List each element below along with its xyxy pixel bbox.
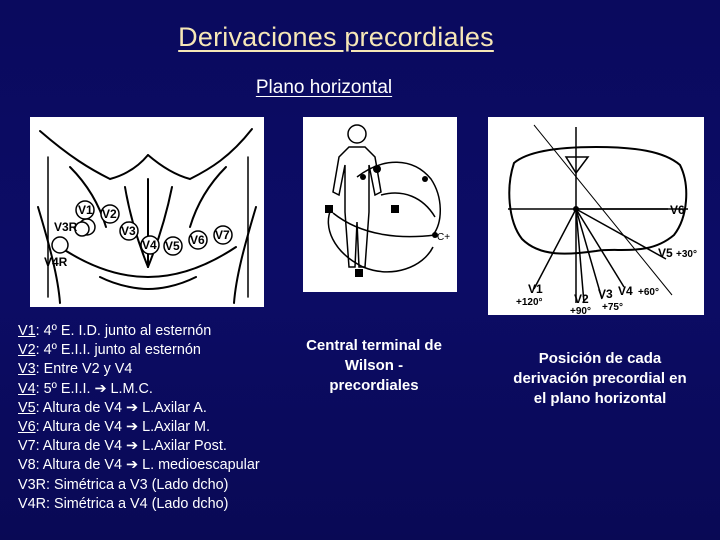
plane-label-v1: V1 bbox=[528, 282, 543, 296]
chest-label-v1: V1 bbox=[78, 203, 93, 217]
lead-row bbox=[18, 360, 260, 379]
chest-label-v4r: V4R bbox=[44, 255, 68, 269]
lead-name: V6 bbox=[18, 419, 36, 436]
lead-description: : Simétrica a V4 (Lado dcho) bbox=[46, 495, 229, 512]
plane-caption: Posición de cada derivación precordial en el plano horizontal bbox=[513, 350, 687, 407]
chest-label-v4: V4 bbox=[142, 238, 157, 252]
lead-description: : Altura de V4 ➔ L.Axilar M. bbox=[35, 419, 211, 436]
plane-label-v6: V6 bbox=[670, 203, 685, 217]
plane-label-v3: V3 bbox=[598, 287, 613, 301]
lead-name: V8 bbox=[18, 457, 36, 474]
slide-subtitle: Plano horizontal bbox=[255, 77, 393, 98]
lead-description: : 4º E.I.I. junto al esternón bbox=[35, 342, 201, 359]
chest-label-v6: V6 bbox=[190, 233, 205, 247]
chest-label-v3: V3 bbox=[121, 224, 136, 238]
lead-name: V5 bbox=[18, 399, 36, 416]
lead-description-list bbox=[18, 322, 260, 514]
lead-row bbox=[18, 341, 260, 360]
lead-name: V3R bbox=[18, 476, 46, 493]
lead-description: : 5º E.I.I. ➔ L.M.C. bbox=[35, 380, 153, 397]
lead-description: : Altura de V4 ➔ L. medioescapular bbox=[35, 457, 260, 474]
lead-row bbox=[18, 380, 260, 399]
wilson-terminal-figure bbox=[303, 117, 457, 292]
lead-row bbox=[18, 322, 260, 341]
lead-description: : Altura de V4 ➔ L.Axilar Post. bbox=[35, 438, 227, 455]
chest-label-v2: V2 bbox=[102, 207, 117, 221]
lead-row bbox=[18, 456, 260, 475]
wilson-terminal-label: C+ bbox=[437, 232, 451, 243]
lead-name: V3 bbox=[18, 361, 36, 378]
chest-label-v7: V7 bbox=[215, 228, 230, 242]
chest-electrode-figure bbox=[30, 117, 264, 307]
lead-name: V4R bbox=[18, 495, 46, 512]
lead-row bbox=[18, 399, 260, 418]
plane-label-v4: V4 bbox=[618, 284, 633, 298]
lead-name: V7 bbox=[18, 438, 36, 455]
lead-name: V2 bbox=[18, 342, 36, 359]
wilson-caption: Central terminal de Wilson - precordiales bbox=[306, 337, 442, 394]
plane-angle-30: +30° bbox=[676, 249, 697, 260]
lead-row bbox=[18, 437, 260, 456]
lead-description: : Entre V2 y V4 bbox=[35, 361, 133, 378]
lead-name: V1 bbox=[18, 323, 36, 339]
chest-label-v3r: V3R bbox=[54, 220, 78, 234]
lead-row bbox=[18, 418, 260, 437]
plane-angle-60: +60° bbox=[638, 287, 659, 298]
lead-description: : Simétrica a V3 (Lado dcho) bbox=[46, 476, 229, 493]
lead-description: : Altura de V4 ➔ L.Axilar A. bbox=[35, 399, 207, 416]
plane-angle-90: +90° bbox=[570, 306, 591, 315]
plane-angle-75: +75° bbox=[602, 302, 623, 313]
lead-row bbox=[18, 476, 260, 495]
plane-label-v2: V2 bbox=[574, 292, 589, 306]
lead-name: V4 bbox=[18, 380, 36, 397]
lead-description: : 4º E. I.D. junto al esternón bbox=[35, 323, 212, 339]
slide-title: Derivaciones precordiales bbox=[178, 22, 494, 52]
plane-angle-120: +120° bbox=[516, 297, 543, 308]
lead-row bbox=[18, 495, 260, 514]
horizontal-plane-figure bbox=[488, 117, 704, 315]
chest-label-v5: V5 bbox=[165, 239, 180, 253]
plane-label-v5: V5 bbox=[658, 246, 673, 260]
